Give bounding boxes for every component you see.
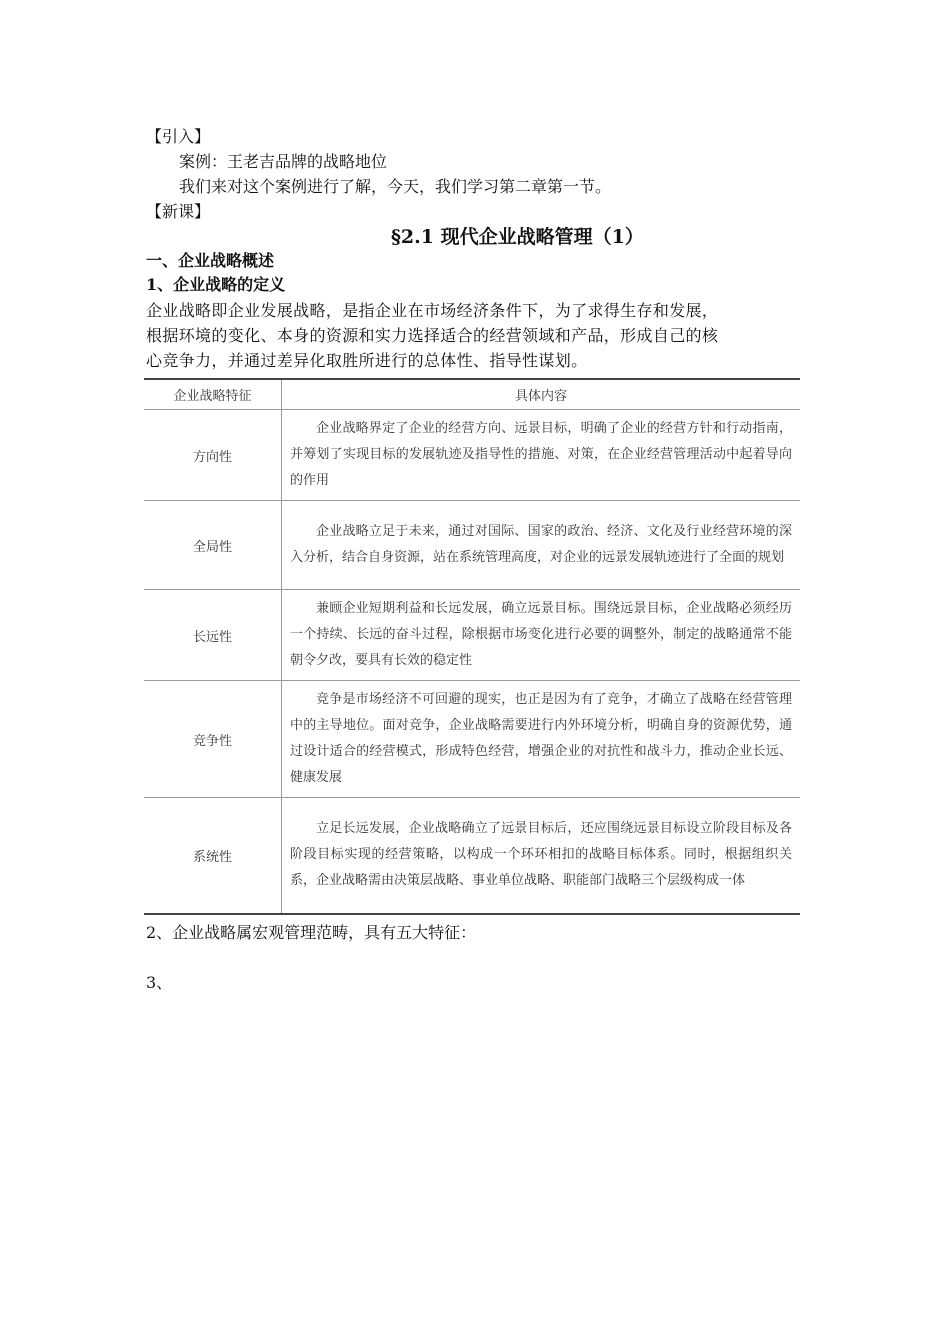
item-2-text: 2、企业战略属宏观管理范畴，具有五大特征： xyxy=(146,923,477,942)
table-header-row xyxy=(144,379,800,410)
table-row xyxy=(144,501,800,590)
newlesson-label: 【新课】 xyxy=(146,202,211,221)
definition-line: 企业战略即企业发展战略，是指企业在市场经济条件下，为了求得生存和发展， xyxy=(146,301,719,320)
content-text: 企业战略界定了企业的经营方向、远景目标，明确了企业的经营方针和行动指南，并筹划了实现目标的发展轨迹及指导性的措施、对策，在企业经营管理活动中起着导向的作用 xyxy=(290,421,792,488)
column-header-content: 具体内容 xyxy=(282,379,801,410)
content-cell xyxy=(282,590,801,681)
definition-subheading: 1、企业战略的定义 xyxy=(146,275,286,294)
intro-case: 案例：王老吉品牌的战略地位 xyxy=(179,152,388,171)
table-row xyxy=(144,798,800,914)
definition-paragraph xyxy=(146,298,810,373)
definition-line: 心竞争力，并通过差异化取胜所进行的总体性、指导性谋划。 xyxy=(146,351,588,370)
section-heading: 一、企业战略概述 xyxy=(146,251,275,270)
content-text: 兼顾企业短期利益和长远发展，确立远景目标。围绕远景目标，企业战略必须经历一个持续、长远的奋斗过程，除根据市场变化进行必要的调整外，制定的战略通常不能朝令夕改，要具有长效的稳定性 xyxy=(290,601,792,668)
content-cell xyxy=(282,410,801,501)
table-row xyxy=(144,681,800,798)
lesson-title: §2.1 现代企业战略管理（1） xyxy=(391,226,644,248)
feature-cell: 方向性 xyxy=(144,410,282,501)
content-text: 企业战略立足于未来，通过对国际、国家的政治、经济、文化及行业经营环境的深入分析，结合自身资源，站在系统管理高度，对企业的远景发展轨迹进行了全面的规划 xyxy=(290,524,792,565)
intro-label: 【引入】 xyxy=(146,127,211,146)
content-text: 立足长远发展，企业战略确立了远景目标后，还应围绕远景目标设立阶段目标及各阶段目标实现的经营策略，以构成一个环环相扣的战略目标体系。同时，根据组织关系，企业战略需由决策层战略、事业单位战略、职能部门战略三个层级构成一体 xyxy=(290,821,792,889)
content-cell xyxy=(282,681,801,798)
feature-cell: 竞争性 xyxy=(144,681,282,798)
column-header-feature: 企业战略特征 xyxy=(144,379,282,410)
table-row xyxy=(144,590,800,681)
strategy-features-table xyxy=(144,378,800,915)
item-3-text: 3、 xyxy=(146,973,173,992)
content-text: 竞争是市场经济不可回避的现实，也正是因为有了竞争，才确立了战略在经营管理中的主导地位。面对竞争，企业战略需要进行内外环境分析，明确自身的资源优势，通过设计适合的经营模式，形成特色经营，增强企业的对抗性和战斗力，推动企业长远、健康发展 xyxy=(290,692,792,785)
intro-lead: 我们来对这个案例进行了解，今天，我们学习第二章第一节。 xyxy=(179,177,612,196)
definition-line: 根据环境的变化、本身的资源和实力选择适合的经营领域和产品，形成自己的核 xyxy=(146,326,719,345)
content-cell xyxy=(282,501,801,590)
content-cell xyxy=(282,798,801,914)
feature-cell: 长远性 xyxy=(144,590,282,681)
feature-cell: 全局性 xyxy=(144,501,282,590)
table-row xyxy=(144,410,800,501)
feature-cell: 系统性 xyxy=(144,798,282,914)
